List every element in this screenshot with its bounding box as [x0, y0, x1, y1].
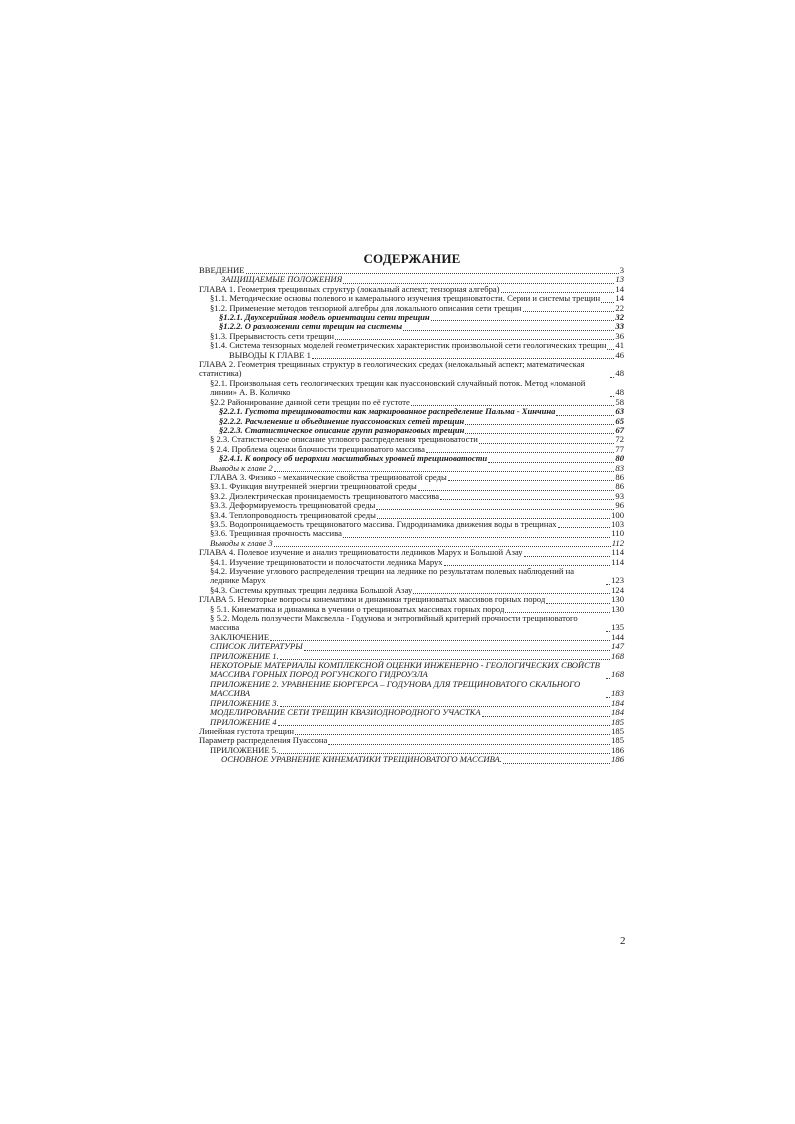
toc-entry — [199, 727, 624, 736]
toc-entry-page: 124 — [611, 584, 624, 595]
page-title: СОДЕРЖАНИЕ — [363, 251, 461, 266]
toc-entry-page: 48 — [615, 387, 624, 398]
toc-entry-title: ПРИЛОЖЕНИЕ 1. — [210, 651, 279, 661]
toc-entry-title: §3.3. Деформируемость трещиноватой среды — [210, 501, 376, 511]
dot-leader — [601, 296, 614, 303]
toc-entry — [199, 595, 624, 604]
toc-entry-title: § 5.2. Модель ползучести Максвелла - Годунова и энтропийный критерий прочности трещиноватого массива — [210, 614, 578, 633]
toc-entry-page: 41 — [615, 340, 624, 351]
dot-leader — [377, 512, 610, 519]
toc-entry — [199, 341, 624, 350]
toc-entry — [199, 558, 624, 567]
toc-entry-title: НЕКОТОРЫЕ МАТЕРИАЛЫ КОМПЛЕКСНОЙ ОЦЕНКИ ИНЖЕНЕРНО - ГЕОЛОГИЧЕСКИХ СВОЙСТВ МАССИВА ГОРНЫХ ПОРОД РОГУНСКОГО ГИДРОУЗЛА — [210, 661, 600, 680]
toc-entry-title: § 2.3. Статистическое описание углового распределения трещиноватости — [210, 435, 478, 445]
toc-entry-page: 184 — [611, 707, 624, 718]
dot-leader — [280, 653, 610, 660]
toc-entry — [199, 529, 624, 538]
dot-leader — [280, 700, 610, 707]
toc-entry-title: Параметр распределения Пуассона — [199, 736, 328, 746]
toc-entry-title: ЗАЩИЩАЕМЫЕ ПОЛОЖЕНИЯ — [221, 275, 343, 285]
dot-leader — [274, 465, 615, 472]
toc-entry-title: §4.3. Системы крупных трещин ледника Большой Азау — [210, 585, 413, 595]
toc-entry-page: 93 — [615, 490, 624, 501]
toc-entry-title: ГЛАВА 3. Физико - механические свойства трещиноватой среды — [210, 472, 447, 482]
toc-entry-title: §2.2.2. Расчленение и объединение пуассоновских сетей трещин — [219, 416, 465, 426]
toc-entry-page: 80 — [615, 453, 624, 464]
toc-entry-title: ПРИЛОЖЕНИЕ 4 — [210, 717, 277, 727]
toc-entry-title: МОДЕЛИРОВАНИЕ СЕТИ ТРЕЩИН КВАЗИОДНОРОДНОГО УЧАСТКА — [210, 708, 481, 718]
toc-entry-page: 36 — [615, 330, 624, 341]
toc-entry — [199, 266, 624, 275]
toc-entry-title: §2.2.1. Густота трещиноватости как маркированное распределение Пальма - Хинчина — [219, 407, 556, 417]
toc-entry-title: §1.1. Методические основы полевого и камерального изучения трещиноватости. Серии и системы трещин — [210, 294, 601, 304]
dot-leader — [606, 691, 610, 698]
toc-entry-page: 100 — [611, 509, 624, 520]
toc-entry — [199, 708, 624, 717]
toc-entry-title: Выводы к главе 2 — [210, 463, 273, 473]
toc-entry — [199, 398, 624, 407]
toc-entry-page: 46 — [615, 349, 624, 360]
toc-entry-page: 168 — [611, 650, 624, 661]
toc-entry-title: ГЛАВА 1. Геометрия трещинных структур (локальный аспект; тензорная алгебра) — [199, 284, 500, 294]
toc-entry-title: ВВЕДЕНИЕ — [199, 266, 245, 275]
toc-entry-page: 14 — [615, 293, 624, 304]
toc-entry-title: СПИСОК ЛИТЕРАТУРЫ — [210, 642, 303, 652]
toc-entry-title: §3.6. Трещинная прочность массива — [210, 529, 342, 539]
toc-entry — [199, 407, 624, 416]
dot-leader — [444, 559, 611, 566]
toc-entry-page: 112 — [611, 537, 624, 548]
toc-entry — [199, 520, 624, 529]
toc-entry-title: ПРИЛОЖЕНИЕ 5. — [210, 745, 279, 755]
toc-entry — [199, 746, 624, 755]
toc-entry — [199, 435, 624, 444]
toc-entry-title: §2.4.1. К вопросу об иерархии масштабных уровней трещиноватости — [219, 454, 488, 464]
toc-entry — [199, 304, 624, 313]
toc-entry-page: 185 — [611, 725, 624, 736]
toc-entry — [199, 661, 624, 680]
toc-entry — [199, 482, 624, 491]
toc-entry-page: 22 — [615, 302, 624, 313]
toc-entry-title: ОСНОВНОЕ УРАВНЕНИЕ КИНЕМАТИКИ ТРЕЩИНОВАТОГО МАССИВА. — [221, 755, 502, 765]
dot-leader — [426, 446, 615, 453]
dot-leader — [606, 625, 610, 632]
table-of-contents — [199, 266, 624, 765]
dot-leader — [295, 728, 610, 735]
toc-entry-title: §2.1. Произвольная сеть геологических трещин как пуассоновский случайный поток. Метод «ломаной линии» А. В. Количко — [210, 378, 586, 398]
dot-leader — [411, 399, 615, 406]
toc-entry-page: 58 — [615, 396, 624, 407]
toc-entry — [199, 275, 624, 284]
dot-leader — [610, 371, 614, 378]
toc-entry-title: §3.2. Диэлектрическая проницаемость трещиноватого массива — [210, 491, 440, 501]
toc-entry-page: 114 — [611, 547, 624, 558]
toc-entry-title: ЗАКЛЮЧЕНИЕ — [210, 632, 270, 642]
dot-leader — [448, 474, 615, 481]
toc-entry — [199, 755, 624, 764]
dot-leader — [343, 277, 614, 284]
dot-leader — [523, 305, 615, 312]
dot-leader — [304, 644, 610, 651]
toc-entry-page: 67 — [615, 424, 624, 435]
toc-entry — [199, 614, 624, 633]
dot-leader — [279, 747, 610, 754]
dot-leader — [246, 267, 619, 274]
dot-leader — [328, 738, 610, 745]
toc-entry — [199, 454, 624, 463]
toc-entry-title: ГЛАВА 5. Некоторые вопросы кинематики и динамики трещиноватых массивов горных пород — [199, 595, 546, 605]
dot-leader — [431, 314, 615, 321]
toc-entry — [199, 417, 624, 426]
dot-leader — [343, 531, 611, 538]
toc-entry — [199, 501, 624, 510]
toc-entry-title: §2.2.3. Статистическое описание групп разноранговых трещин — [219, 425, 465, 435]
toc-entry-title: ПРИЛОЖЕНИЕ 2. УРАВНЕНИЕ БЮРГЕРСА – ГОДУНОВА ДЛЯ ТРЕЩИНОВАТОГО СКАЛЬНОГО МАССИВА — [210, 679, 581, 699]
toc-entry — [199, 294, 624, 303]
toc-entry-page: 96 — [615, 500, 624, 511]
toc-entry — [199, 464, 624, 473]
toc-entry — [199, 586, 624, 595]
toc-entry — [199, 285, 624, 294]
toc-entry — [199, 360, 624, 379]
toc-entry — [199, 642, 624, 651]
toc-entry-page: 123 — [611, 575, 624, 586]
toc-entry-title: § 5.1. Кинематика и динамика в учении о трещиноватых массивах горных пород — [210, 604, 505, 614]
dot-leader — [274, 540, 611, 547]
dot-leader — [610, 390, 614, 397]
toc-entry-page: 14 — [615, 283, 624, 294]
toc-entry-title: §1.2.1. Двухсерийная модель ориентации сети трещин — [219, 313, 430, 323]
toc-entry-page: 186 — [611, 744, 624, 755]
toc-entry-title: ПРИЛОЖЕНИЕ 3. — [210, 698, 279, 708]
toc-entry — [199, 511, 624, 520]
toc-entry-title: §2.2 Районирование данной сети трещин по её густоте — [210, 397, 410, 407]
dot-leader — [479, 437, 615, 444]
toc-entry-page: 144 — [611, 631, 624, 642]
toc-entry — [199, 379, 624, 398]
dot-leader — [505, 606, 610, 613]
toc-entry-page: 77 — [615, 443, 624, 454]
toc-entry-title: §3.1. Функция внутренней энергии трещиноватой среды — [210, 482, 417, 492]
toc-entry — [199, 351, 624, 360]
toc-entry-title: ГЛАВА 4. Полевое изучение и анализ трещиноватости ледников Марух и Большой Азау — [199, 548, 523, 558]
toc-entry — [199, 539, 624, 548]
toc-entry-page: 103 — [611, 518, 624, 529]
toc-entry-page: 32 — [615, 312, 624, 323]
dot-leader — [403, 324, 614, 331]
toc-entry-page: 33 — [615, 321, 624, 332]
dot-leader — [376, 503, 614, 510]
dot-leader — [465, 427, 614, 434]
toc-entry — [199, 718, 624, 727]
dot-leader — [524, 550, 611, 557]
toc-entry-page: 186 — [611, 754, 624, 765]
toc-entry-title: §1.2. Применение методов тензорной алгебры для локального описания сети трещин — [210, 303, 522, 313]
toc-entry — [199, 680, 624, 699]
toc-entry — [199, 605, 624, 614]
toc-entry-title: Выводы к главе 3 — [210, 538, 273, 548]
toc-entry — [199, 567, 624, 586]
dot-leader — [558, 521, 611, 528]
dot-leader — [335, 333, 614, 340]
page-number: 2 — [620, 935, 626, 947]
toc-entry-page: 185 — [611, 735, 624, 746]
toc-entry-page: 185 — [611, 716, 624, 727]
toc-entry — [199, 699, 624, 708]
toc-entry-title: §1.2.2. О разложении сети трещин на системы — [219, 322, 403, 332]
toc-entry-page: 72 — [615, 434, 624, 445]
toc-entry — [199, 313, 624, 322]
toc-entry-title: §1.4. Система тензорных моделей геометрических характеристик произвольной сети геологических трещин — [210, 341, 607, 351]
toc-entry-page: 86 — [615, 481, 624, 492]
toc-entry-page: 135 — [611, 622, 624, 633]
toc-entry — [199, 548, 624, 557]
toc-entry — [199, 473, 624, 482]
toc-entry-page: 130 — [611, 603, 624, 614]
dot-leader — [482, 710, 611, 717]
toc-entry — [199, 426, 624, 435]
toc-entry-title: Линейная густота трещин — [199, 726, 295, 736]
dot-leader — [418, 484, 615, 491]
toc-entry-page: 183 — [611, 688, 624, 699]
toc-entry-page: 13 — [615, 274, 624, 285]
toc-entry-page: 86 — [615, 471, 624, 482]
toc-entry-title: §4.2. Изучение углового распределения трещин на леднике по результатам полевых наблюдений на леднике Марух — [210, 567, 575, 586]
toc-entry-page: 114 — [611, 556, 624, 567]
toc-entry-title: §3.5. Водопроницаемость трещиноватого массива. Гидродинамика движения воды в трещинах — [210, 519, 557, 529]
toc-entry-page: 168 — [611, 669, 624, 680]
dot-leader — [503, 757, 610, 764]
toc-entry-title: §1.3. Прерывистость сети трещин — [210, 331, 335, 341]
toc-entry-page: 65 — [615, 415, 624, 426]
toc-entry-title: ВЫВОДЫ К ГЛАВЕ 1 — [229, 350, 311, 360]
toc-entry — [199, 736, 624, 745]
dot-leader — [556, 409, 614, 416]
toc-entry — [199, 322, 624, 331]
toc-entry-page: 130 — [611, 594, 624, 605]
dot-leader — [501, 286, 615, 293]
dot-leader — [606, 672, 610, 679]
toc-entry — [199, 652, 624, 661]
dot-leader — [270, 634, 610, 641]
toc-entry — [199, 492, 624, 501]
toc-entry-page: 48 — [615, 368, 624, 379]
dot-leader — [465, 418, 614, 425]
dot-leader — [413, 587, 610, 594]
toc-entry-title: §3.4. Теплопроводность трещиноватой среды — [210, 510, 376, 520]
toc-entry-page: 3 — [619, 265, 624, 275]
toc-entry-title: § 2.4. Проблема оценки блочности трещиноватого массива — [210, 444, 425, 454]
dot-leader — [546, 597, 610, 604]
toc-entry — [199, 633, 624, 642]
toc-entry — [199, 332, 624, 341]
dot-leader — [488, 456, 614, 463]
toc-entry-page: 147 — [611, 641, 624, 652]
toc-entry-title: ГЛАВА 2. Геометрия трещинных структур в геологических средах (нелокальный аспект; математическая статистика) — [199, 360, 585, 379]
toc-entry-page: 63 — [615, 406, 624, 417]
toc-entry-page: 110 — [611, 528, 624, 539]
toc-entry — [199, 445, 624, 454]
dot-leader — [607, 343, 614, 350]
toc-entry-page: 83 — [615, 462, 624, 473]
dot-leader — [278, 719, 611, 726]
dot-leader — [606, 578, 610, 585]
toc-entry-title: §4.1. Изучение трещиноватости и полосчатости ледника Марух — [210, 557, 443, 567]
dot-leader — [312, 352, 615, 359]
dot-leader — [440, 493, 614, 500]
toc-entry-page: 184 — [611, 697, 624, 708]
